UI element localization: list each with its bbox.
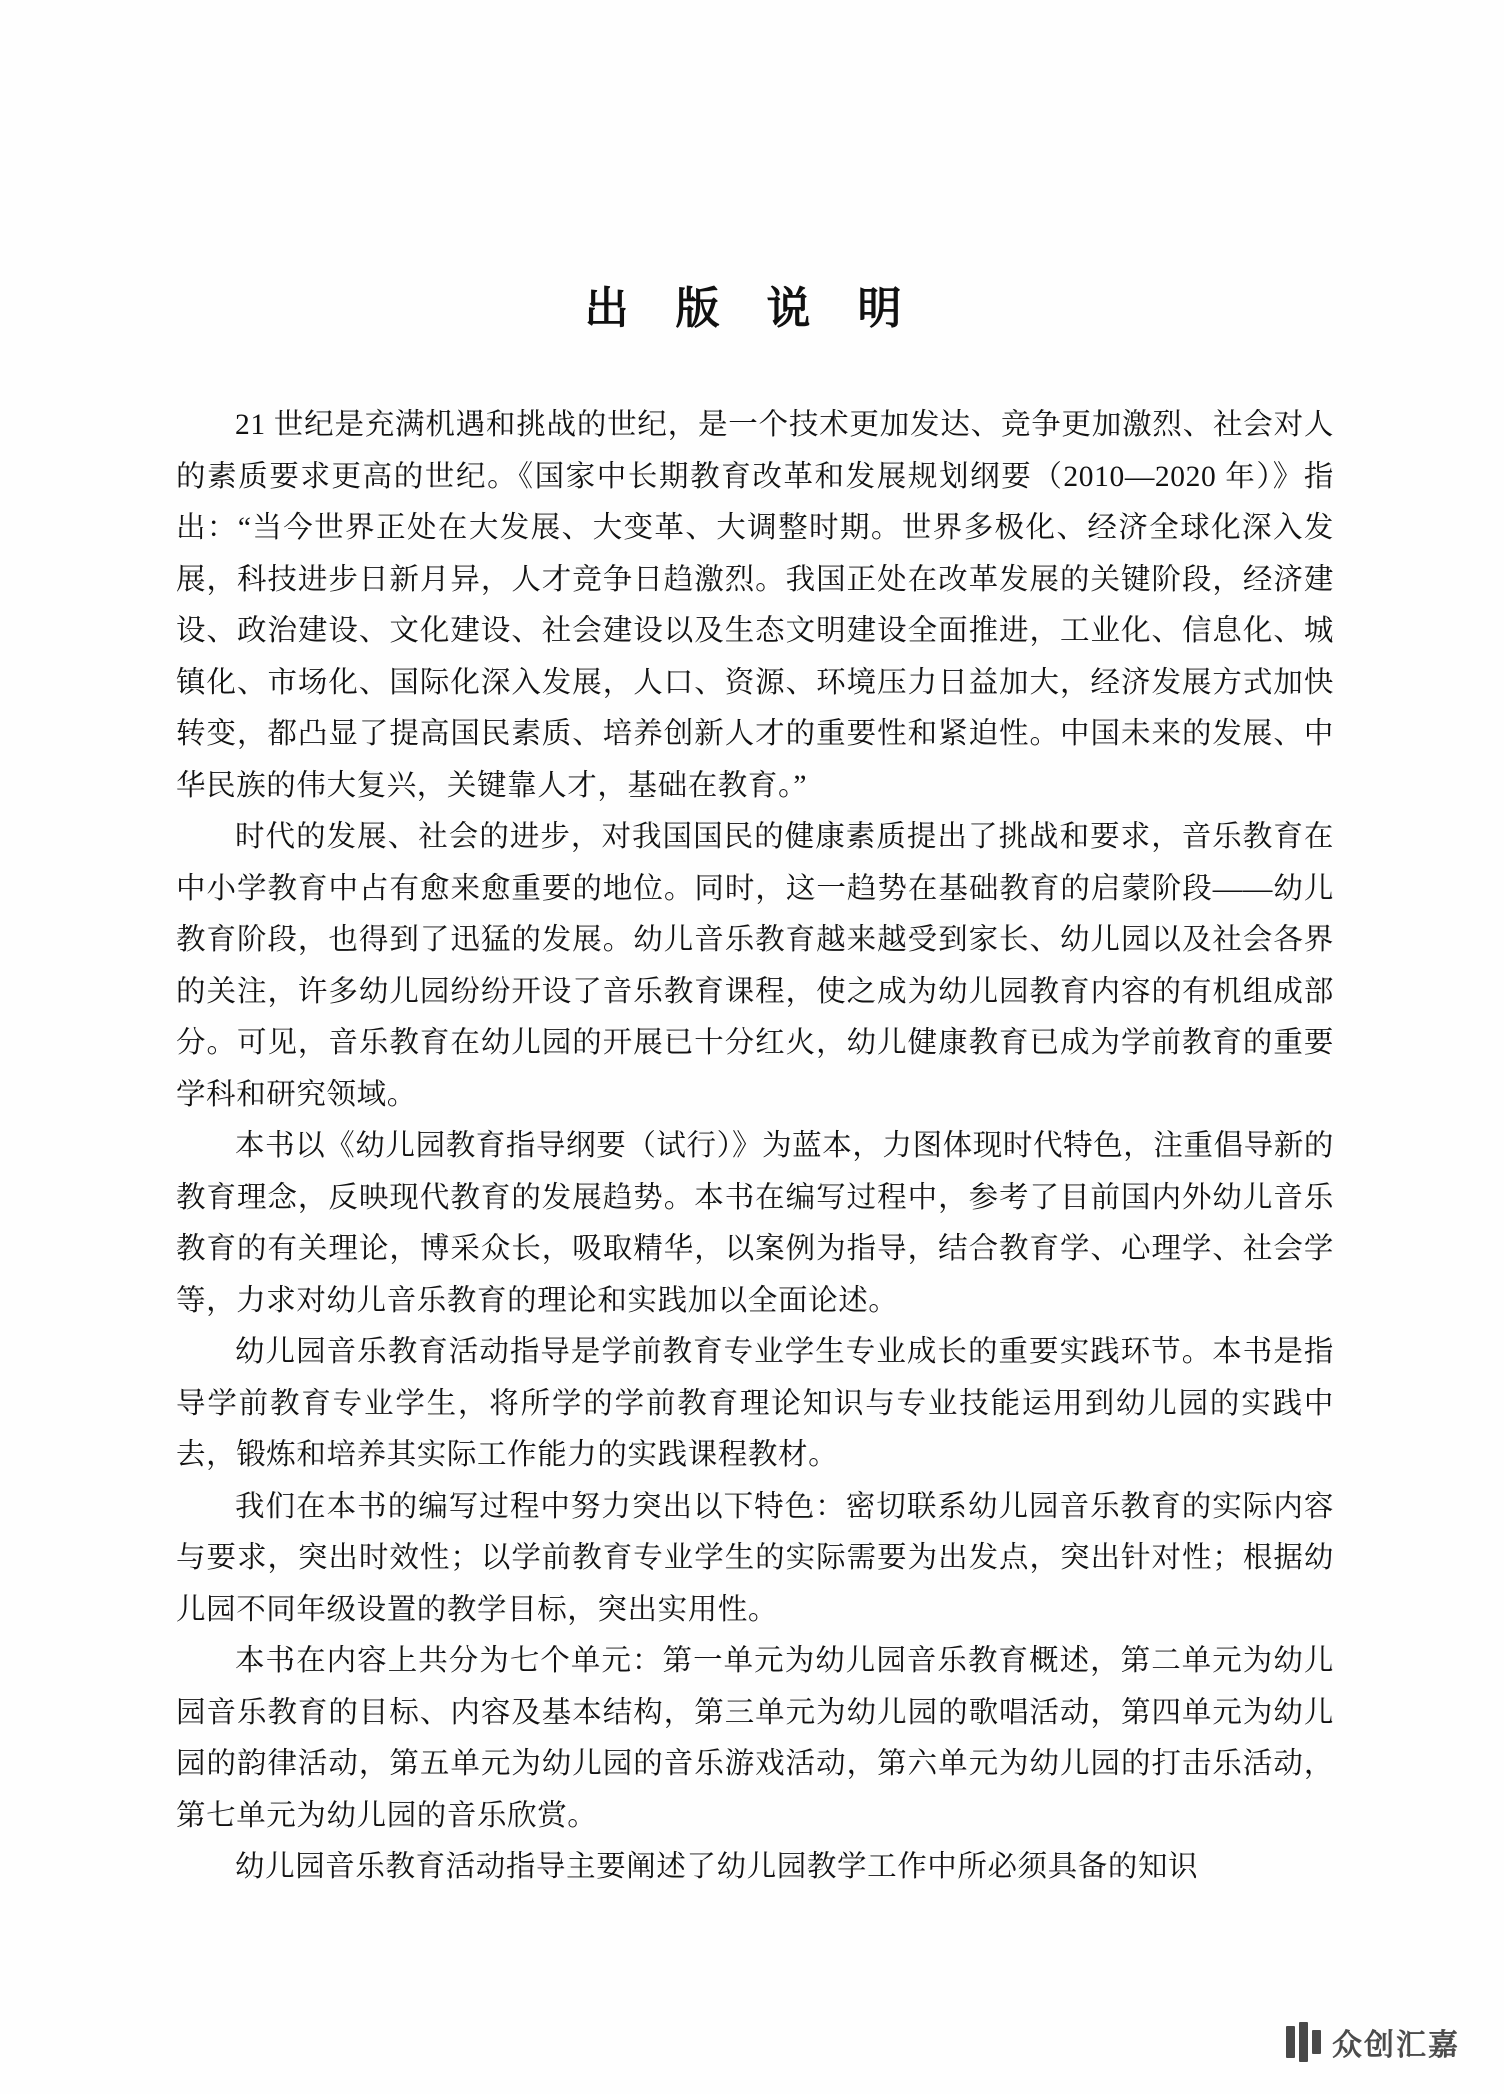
paragraph: 我们在本书的编写过程中努力突出以下特色：密切联系幼儿园音乐教育的实际内容与要求，突出时效性；以学前教育专业学生的实际需要为出发点，突出针对性；根据幼儿园不同年级设置的教学目标，突出实用性。	[176, 1490, 1334, 1626]
logo-icon	[1286, 2022, 1326, 2062]
paragraph: 本书以《幼儿园教育指导纲要（试行）》为蓝本，力图体现时代特色，注重倡导新的教育理念，反映现代教育的发展趋势。本书在编写过程中，参考了目前国内外幼儿音乐教育的有关理论，博采众长，吸取精华，以案例为指导，结合教育学、心理学、社会学等，力求对幼儿音乐教育的理论和实践加以全面论述。	[176, 1130, 1334, 1317]
page-title: 出 版 说 明	[584, 284, 920, 333]
paragraph: 时代的发展、社会的进步，对我国国民的健康素质提出了挑战和要求，音乐教育在中小学教育中占有愈来愈重要的地位。同时，这一趋势在基础教育的启蒙阶段——幼儿教育阶段，也得到了迅猛的发展。幼儿音乐教育越来越受到家长、幼儿园以及社会各界的关注，许多幼儿园纷纷开设了音乐教育课程，使之成为幼儿园教育内容的有机组成部分。可见，音乐教育在幼儿园的开展已十分红火，幼儿健康教育已成为学前教育的重要学科和研究领域。	[176, 821, 1334, 1111]
paragraph: 幼儿园音乐教育活动指导主要阐述了幼儿园教学工作中所必须具备的知识	[235, 1851, 1199, 1883]
watermark	[1286, 2020, 1460, 2064]
watermark-label: 众创汇嘉	[1332, 2028, 1460, 2063]
document-body	[176, 400, 1334, 1894]
paragraph: 幼儿园音乐教育活动指导是学前教育专业学生专业成长的重要实践环节。本书是指导学前教育专业学生，将所学的学前教育理论知识与专业技能运用到幼儿园的实践中去，锻炼和培养其实际工作能力的实践课程教材。	[176, 1336, 1334, 1471]
paragraph: 本书在内容上共分为七个单元：第一单元为幼儿园音乐教育概述，第二单元为幼儿园音乐教育的目标、内容及基本结构，第三单元为幼儿园的歌唱活动，第四单元为幼儿园的韵律活动，第五单元为幼儿园的音乐游戏活动，第六单元为幼儿园的打击乐活动，第七单元为幼儿园的音乐欣赏。	[176, 1645, 1334, 1832]
paragraph: 21 世纪是充满机遇和挑战的世纪，是一个技术更加发达、竞争更加激烈、社会对人的素质要求更高的世纪。《国家中长期教育改革和发展规划纲要（2010—2020 年）》指出：“当今世界正处在大发展、大变革、大调整时期。世界多极化、经济全球化深入发展，科技进步日新月异，人才竞争日趋激烈。我国正处在改革发展的关键阶段，经济建设、政治建设、文化建设、社会建设以及生态文明建设全面推进，工业化、信息化、城镇化、市场化、国际化深入发展，人口、资源、环境压力日益加大，经济发展方式加快转变，都凸显了提高国民素质、培养创新人才的重要性和紧迫性。中国未来的发展、中华民族的伟大复兴，关键靠人才，基础在教育。”	[176, 409, 1334, 802]
